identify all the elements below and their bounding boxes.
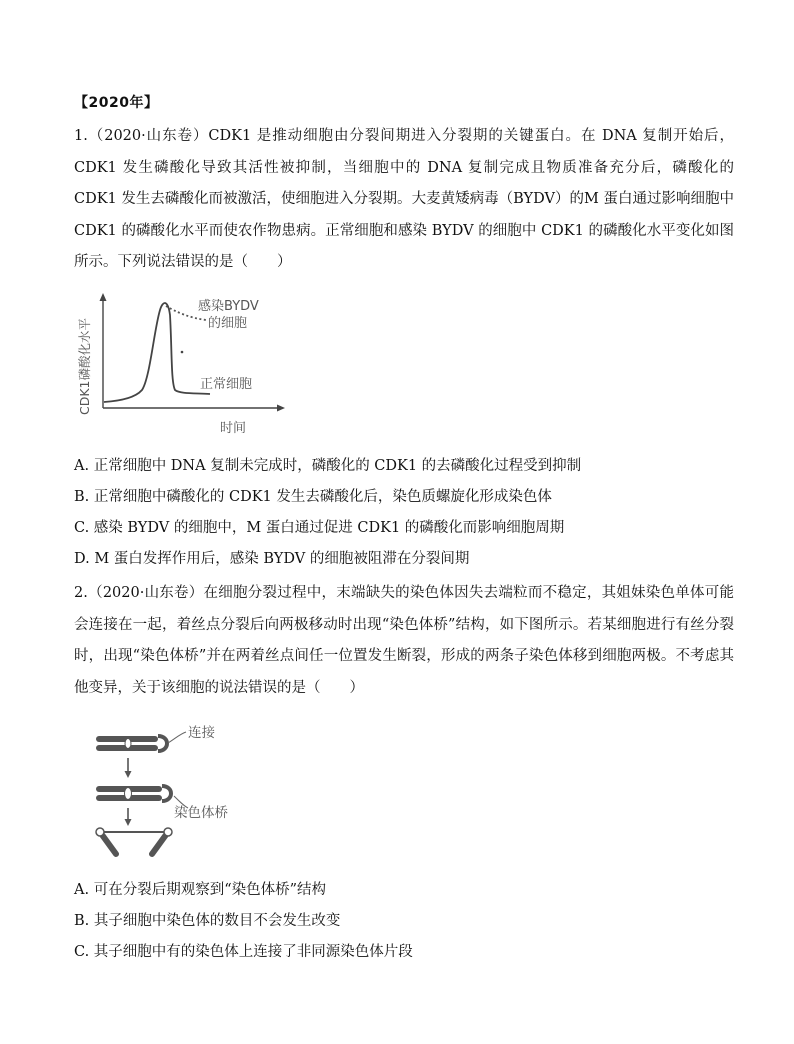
- y-axis-arrow: [100, 293, 107, 301]
- infected-curve-label-line1: 感染BYDV: [198, 299, 259, 314]
- arrow-2-head: [125, 819, 132, 826]
- question-2-stem: 2.（2020·山东卷）在细胞分裂过程中，末端缺失的染色体因失去端粒而不稳定，其姐妹染色单体可能会连接在一起，着丝点分裂后向两极移动时出现“染色体桥”结构，如下图所示。若某细胞进行有丝分裂时，出现“染色体桥”并在两着丝点间任一位置发生断裂，形成的两条子染色体移到细胞两极。不考虑其他变异，关于该细胞的说法错误的是（ ）: [74, 585, 734, 696]
- chromosome-pair-middle: [96, 786, 171, 801]
- normal-cell-curve: [104, 303, 210, 402]
- question-1-stem: 1.（2020·山东卷）CDK1 是推动细胞由分裂间期进入分裂期的关键蛋白。在 DNA 复制开始后，CDK1 发生磷酸化导致其活性被抑制，当细胞中的 DNA 复制完成且物质准备充分后，磷酸化的 CDK1 发生去磷酸化而被激活，使细胞进入分裂期。大麦黄矮病毒（BYDV）的M 蛋白通过影响细胞中 CDK1 的磷酸化水平而使农作物患病。正常细胞和感染 BYDV 的细胞中 CDK1 的磷酸化水平变化如图所示。下列说法错误的是（ ）: [74, 128, 734, 270]
- chromosome-bridge: [96, 828, 172, 854]
- chromosome-pair-top: [96, 736, 167, 751]
- dot-mark: [181, 351, 184, 354]
- label-connect: 连接: [188, 725, 215, 741]
- q2-option-b: B. 其子细胞中染色体的数目不会发生改变: [74, 913, 341, 929]
- q2-option-c: C. 其子细胞中有的染色体上连接了非同源染色体片段: [74, 944, 413, 960]
- q1-option-c: C. 感染 BYDV 的细胞中，M 蛋白通过促进 CDK1 的磷酸化而影响细胞周期: [74, 520, 565, 536]
- y-axis-label: CDK1磷酸化水平: [77, 317, 92, 415]
- q2-option-a: A. 可在分裂后期观察到“染色体桥”结构: [74, 882, 327, 898]
- x-axis-label: 时间: [220, 421, 247, 436]
- x-axis-arrow: [277, 405, 285, 412]
- infected-curve-label-line2: 的细胞: [208, 316, 248, 331]
- section-year-label: 【2020年】: [74, 95, 159, 111]
- q1-figure: [77, 290, 300, 444]
- arrow-1-head: [125, 771, 132, 778]
- q1-option-d: D. M 蛋白发挥作用后，感染 BYDV 的细胞被阻滞在分裂间期: [74, 551, 470, 567]
- q2-figure: [88, 718, 258, 862]
- normal-curve-label: 正常细胞: [200, 377, 253, 392]
- label-chromosome-bridge: 染色体桥: [174, 805, 228, 821]
- q1-option-a: A. 正常细胞中 DNA 复制未完成时，磷酸化的 CDK1 的去磷酸化过程受到抑制: [74, 458, 582, 474]
- q1-option-b: B. 正常细胞中磷酸化的 CDK1 发生去磷酸化后，染色质螺旋化形成染色体: [74, 489, 552, 505]
